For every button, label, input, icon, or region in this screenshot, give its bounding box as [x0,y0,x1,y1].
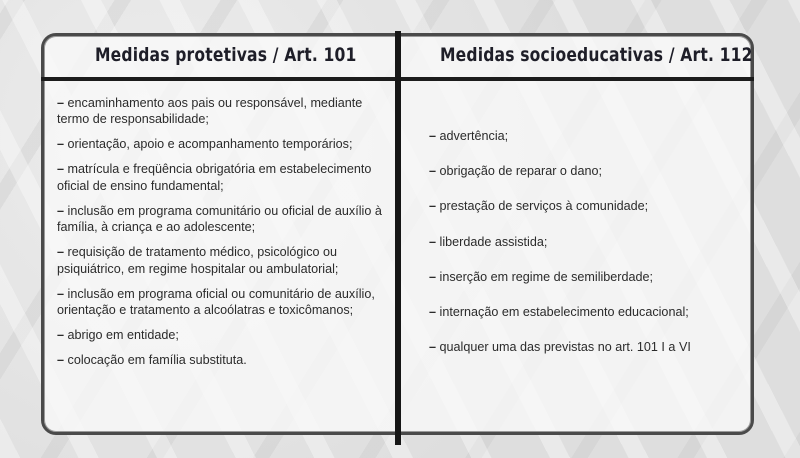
list-item [57,161,387,194]
list-item [429,198,749,214]
list-item-text: inclusão em programa comunitário ou oficial de auxílio à família, à criança e ao adolescente; [57,203,382,235]
list-item-text: qualquer uma das previstas no art. 101 I a VI [439,340,691,355]
list-item [57,203,387,236]
list-item-text: encaminhamento aos pais ou responsável, mediante termo de responsabilidade; [57,96,363,127]
list-item [57,286,387,319]
list-item [57,244,387,277]
dash-bullet: – [429,234,437,249]
dash-bullet: – [429,199,437,214]
list-item-text: inserção em regime de semiliberdade; [439,269,654,284]
list-item-text: colocação em família substituta. [67,353,247,368]
list-item-text: obrigação de reparar o dano; [439,164,602,179]
list-item [429,304,749,320]
dash-bullet: – [57,286,65,301]
dash-bullet: – [57,137,65,152]
socioeducational-measures-title: Medidas socioeducativas / Art. 112 [440,44,753,66]
dash-bullet: – [57,203,65,218]
socioeducational-measures-list [429,128,749,374]
dash-bullet: – [57,245,65,260]
dash-bullet: – [429,164,437,179]
list-item-text: requisição de tratamento médico, psicológico ou psiquiátrico, em regime hospitalar ou ambulatorial; [57,245,339,276]
protective-measures-list [57,95,387,377]
list-item-text: orientação, apoio e acompanhamento temporários; [67,137,353,152]
dash-bullet: – [57,328,65,343]
list-item-text: advertência; [439,129,509,143]
list-item-text: abrigo em entidade; [67,328,179,343]
dash-bullet: – [429,269,437,284]
dash-bullet: – [429,340,437,355]
list-item [57,136,387,152]
list-item [429,234,749,250]
dash-bullet: – [429,305,437,320]
list-item [57,95,387,128]
dash-bullet: – [57,353,65,368]
list-item [429,339,749,355]
list-item [429,163,749,179]
protective-measures-title: Medidas protetivas / Art. 101 [95,44,357,66]
list-item-text: matrícula e freqüência obrigatória em estabelecimento oficial de ensino fundamental; [57,162,372,193]
list-item [429,269,749,285]
list-item [57,327,387,343]
dash-bullet: – [57,96,65,110]
dash-bullet: – [57,162,65,177]
dash-bullet: – [429,129,437,143]
list-item-text: prestação de serviços à comunidade; [439,199,649,214]
list-item-text: liberdade assistida; [439,234,548,249]
list-item-text: inclusão em programa oficial ou comunitário de auxílio, orientação e tratamento a alcoólatras e toxicômanos; [57,286,375,318]
list-item [57,352,387,368]
list-item-text: internação em estabelecimento educacional; [439,305,689,320]
column-divider [395,31,401,445]
list-item [429,128,749,144]
